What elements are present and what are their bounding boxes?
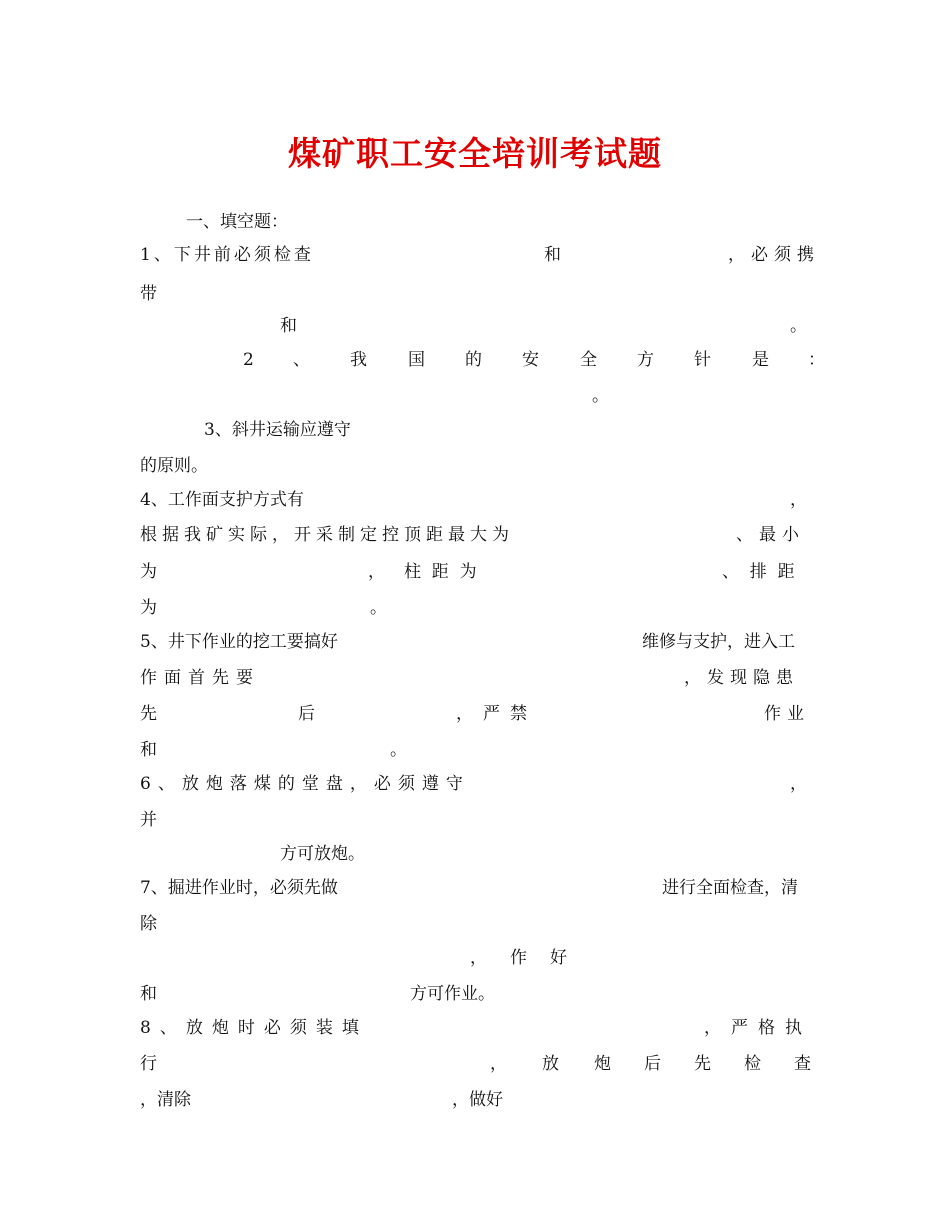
q7-do: 作	[510, 948, 527, 968]
q4-comma-2: ，	[368, 562, 385, 582]
q4-line2: 根据我矿实际，开采制定控顶距最大为	[140, 525, 514, 545]
q7-comma: ，	[470, 948, 487, 968]
q4-comma: ，	[790, 490, 807, 510]
q8-exec: 行	[140, 1054, 157, 1074]
q8-comma: ，	[490, 1054, 507, 1074]
q4-wei: 为	[140, 562, 157, 582]
q2-period: 。	[592, 386, 609, 406]
q2-char: 我	[350, 350, 367, 370]
q1-and-2: 和	[280, 316, 297, 336]
q6-comma: ，	[790, 774, 807, 794]
q4-wei-2: 为	[140, 598, 157, 618]
q7-text-2: 进行全面检查，清	[662, 878, 798, 898]
page-title: 煤矿职工安全培训考试题	[288, 134, 662, 173]
q7-end: 方可作业。	[410, 984, 495, 1004]
q8-do: ，做好	[452, 1090, 503, 1110]
q1-and: 和	[544, 245, 561, 265]
q7-good: 好	[550, 948, 567, 968]
q5-line2: 作面首先要	[140, 668, 260, 688]
q5-text-2: 维修与支护，进入工	[642, 632, 795, 652]
q5-forbid: ，严禁	[456, 704, 537, 724]
q8-clear: ，清除	[140, 1090, 191, 1110]
q2-char: ：	[808, 350, 825, 370]
q7-and: 和	[140, 984, 157, 1004]
q2-char: 是	[752, 350, 769, 370]
q6-end: 方可放炮。	[280, 844, 365, 864]
q5-work: 作业	[764, 704, 810, 724]
q8-char: 检	[744, 1054, 761, 1074]
q2-char: 的	[465, 350, 482, 370]
q5-text: 5、井下作业的挖工要搞好	[140, 632, 338, 652]
q4-row: 、 排 距	[722, 562, 795, 582]
q4-pillar: 柱 距 为	[404, 562, 477, 582]
q4-min: 、最小	[736, 525, 805, 545]
q6-and: 并	[140, 810, 157, 830]
q1-text: 1、下井前必须检查	[140, 245, 314, 265]
q8-text: 8、放炮时必须装填	[140, 1018, 368, 1038]
q8-char: 放	[542, 1054, 559, 1074]
q1-period: 。	[790, 316, 807, 336]
q2-char: 全	[580, 350, 597, 370]
q8-char: 先	[694, 1054, 711, 1074]
q4-text: 4、工作面支护方式有	[140, 490, 304, 510]
q5-hazard: ，发现隐患	[684, 668, 799, 688]
q1-must-carry: ，必须携	[728, 245, 820, 265]
q2-char: 安	[522, 350, 539, 370]
q2-char: 国	[408, 350, 425, 370]
q5-after: 后	[298, 704, 315, 724]
q7-clear: 除	[140, 914, 157, 934]
q2-char: 2	[243, 350, 254, 370]
q5-first: 先	[140, 704, 157, 724]
q3-text: 3、斜井运输应遵守	[204, 420, 351, 440]
q8-char: 后	[644, 1054, 661, 1074]
q5-and: 和	[140, 740, 157, 760]
q8-char: 查	[794, 1054, 811, 1074]
q7-text: 7、掘进作业时，必须先做	[140, 878, 338, 898]
q4-period: 。	[370, 598, 387, 618]
q8-strict: ，严格执	[704, 1018, 812, 1038]
q2-char: 、	[293, 350, 310, 370]
section-heading: 一、填空题：	[186, 212, 288, 232]
q3-end: 的原则。	[140, 456, 208, 476]
q8-char: 炮	[594, 1054, 611, 1074]
q6-text: 6、放炮落煤的堂盘，必须遵守	[140, 774, 470, 794]
q2-char: 针	[694, 350, 711, 370]
q5-period: 。	[390, 740, 407, 760]
q2-char: 方	[637, 350, 654, 370]
q1-wrap: 带	[140, 284, 157, 304]
